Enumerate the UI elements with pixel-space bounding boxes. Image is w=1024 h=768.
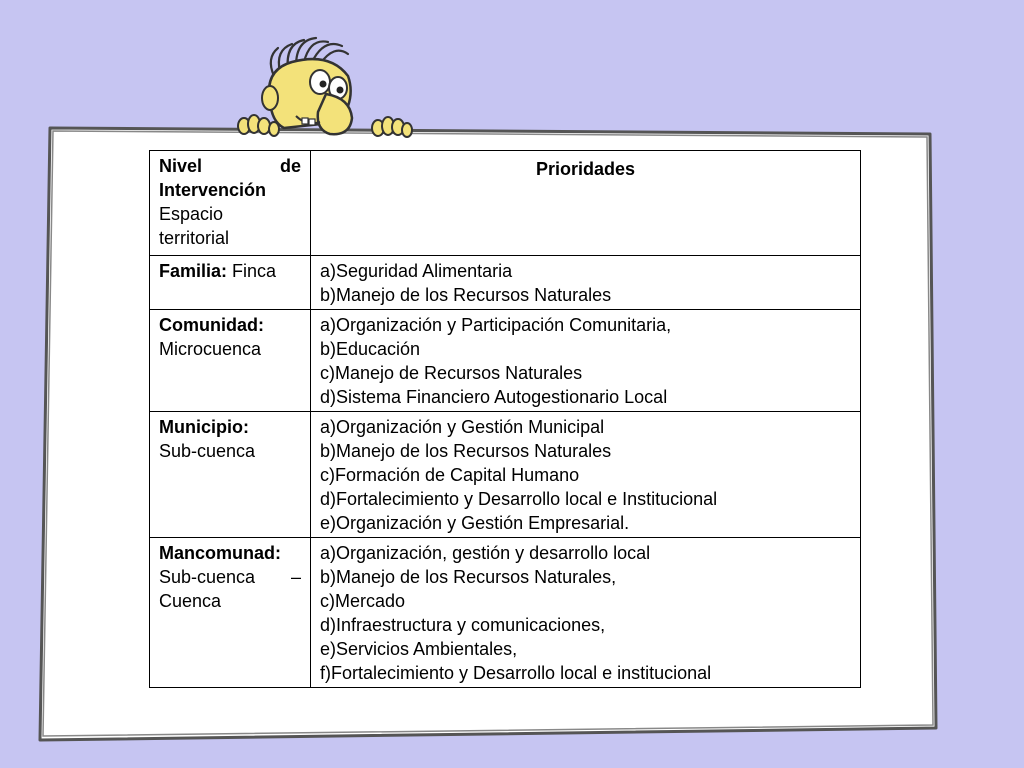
header-level-word-2: de	[279, 156, 301, 176]
header-level-cell	[150, 151, 311, 256]
priority-item: e)Organización y Gestión Empresarial.	[320, 513, 630, 533]
table-row	[150, 412, 861, 538]
character-icon	[230, 32, 430, 152]
level-cell	[150, 256, 311, 310]
level-space: Sub-cuenca	[159, 441, 256, 461]
priority-item: f)Fortalecimiento y Desarrollo local e institucional	[320, 663, 712, 683]
level-space-part: Cuenca	[159, 591, 222, 611]
level-name: Comunidad:	[159, 315, 264, 335]
level-space-line-1	[159, 565, 301, 589]
level-space-dash: –	[290, 567, 301, 587]
priority-item: b)Educación	[320, 339, 421, 359]
priorities-cell	[311, 310, 861, 412]
header-space-line-2: territorial	[159, 228, 230, 248]
table-row	[150, 256, 861, 310]
priority-item: b)Manejo de los Recursos Naturales,	[320, 567, 617, 587]
level-name: Mancomunad:	[159, 543, 282, 563]
priorities-table	[149, 150, 861, 688]
level-name: Municipio:	[159, 417, 249, 437]
level-cell	[150, 310, 311, 412]
priority-item: c)Formación de Capital Humano	[320, 465, 580, 485]
priority-item: d)Fortalecimiento y Desarrollo local e Institucional	[320, 489, 718, 509]
table-row	[150, 538, 861, 688]
level-space-part: Sub-cuenca	[159, 567, 256, 587]
table-header-row	[150, 151, 861, 256]
priority-item: e)Servicios Ambientales,	[320, 639, 518, 659]
priority-item: b)Manejo de los Recursos Naturales	[320, 441, 612, 461]
header-level-line-2: Intervención	[159, 180, 267, 200]
priority-item: a)Seguridad Alimentaria	[320, 261, 513, 281]
priority-item: d)Infraestructura y comunicaciones,	[320, 615, 606, 635]
priority-item: c)Mercado	[320, 591, 406, 611]
priority-item: d)Sistema Financiero Autogestionario Local	[320, 387, 668, 407]
header-level-line-1	[159, 154, 301, 178]
priorities-cell	[311, 538, 861, 688]
table-row	[150, 310, 861, 412]
header-level-word-1: Nivel	[159, 156, 203, 176]
priority-item: a)Organización y Participación Comunitaria,	[320, 315, 672, 335]
level-space: Microcuenca	[159, 339, 262, 359]
header-priorities-cell	[311, 151, 861, 256]
level-cell	[150, 412, 311, 538]
priorities-cell	[311, 256, 861, 310]
priority-item: c)Manejo de Recursos Naturales	[320, 363, 583, 383]
level-cell	[150, 538, 311, 688]
header-priorities-label: Prioridades	[535, 159, 636, 179]
level-name: Familia:	[159, 261, 228, 281]
priority-item: a)Organización, gestión y desarrollo local	[320, 543, 651, 563]
priority-item: a)Organización y Gestión Municipal	[320, 417, 605, 437]
priorities-cell	[311, 412, 861, 538]
priority-item: b)Manejo de los Recursos Naturales	[320, 285, 612, 305]
level-space: Finca	[227, 261, 277, 281]
header-space-line-1: Espacio	[159, 204, 224, 224]
